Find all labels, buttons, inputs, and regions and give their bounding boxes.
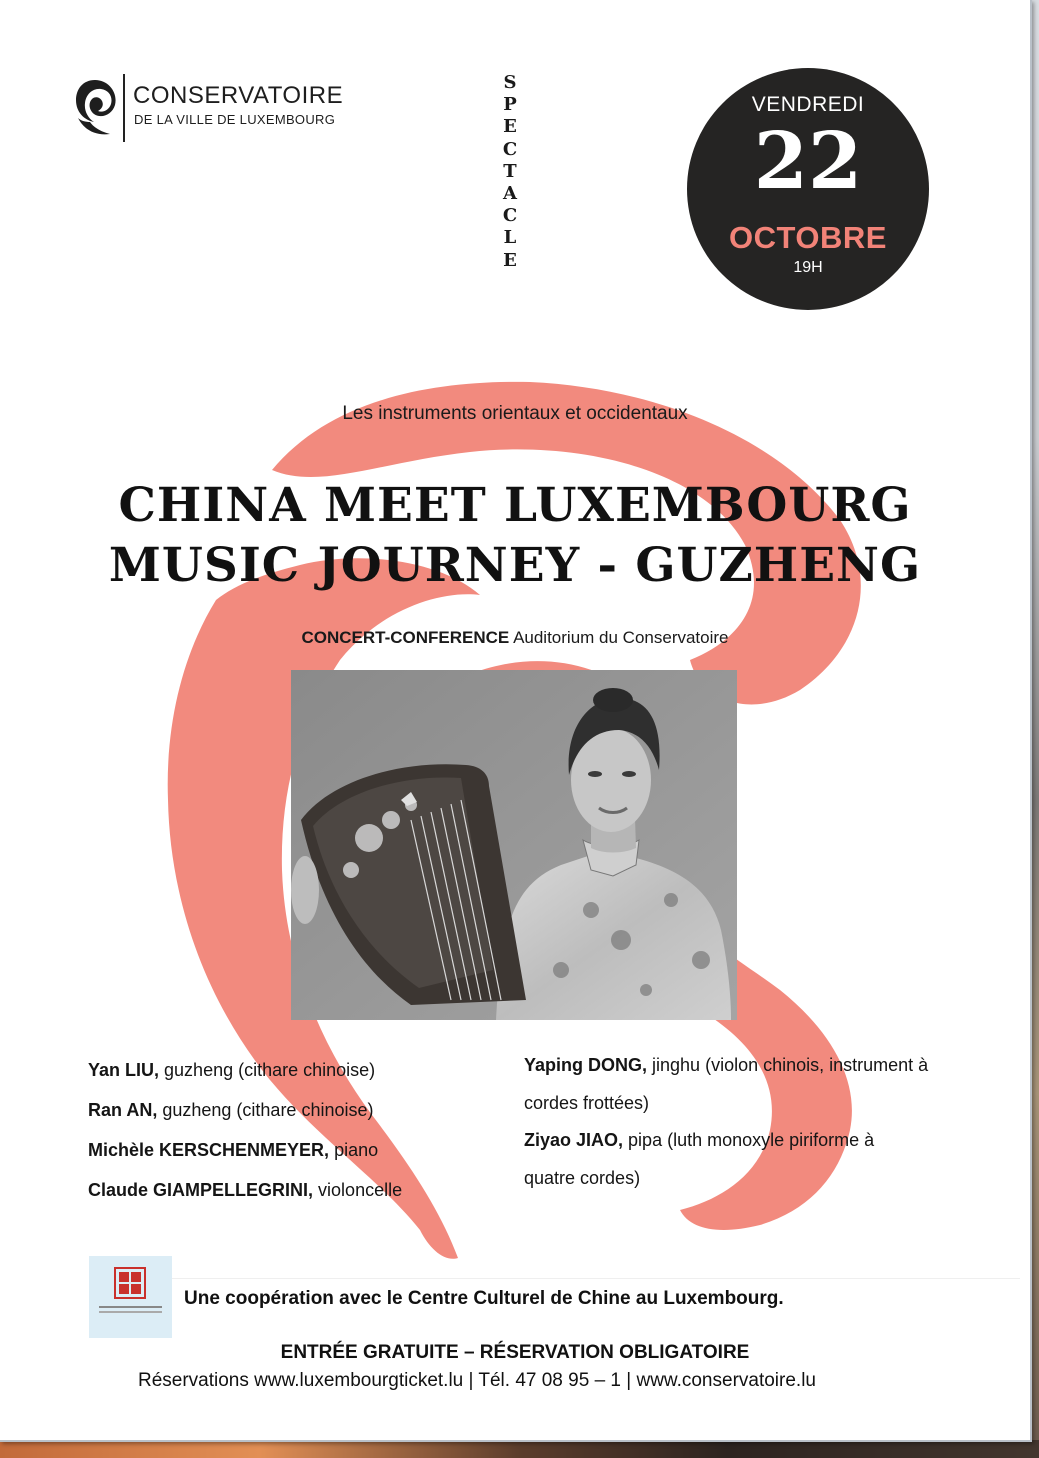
title-line-1: CHINA MEET LUXEMBOURG xyxy=(118,478,912,533)
event-venue: Auditorium du Conservatoire xyxy=(513,628,729,647)
cooperation-text: Une coopération avec le Centre Culturel de Chine au Luxembourg. xyxy=(184,1288,784,1309)
performer-row xyxy=(524,1122,964,1160)
logo-divider xyxy=(123,74,125,142)
date-month: OCTOBRE xyxy=(729,220,887,255)
performer-name: Yaping DONG, xyxy=(524,1055,648,1075)
footer-divider xyxy=(172,1278,1020,1279)
performer-role-continued: cordes frottées) xyxy=(524,1092,650,1113)
performer-role: violoncelle xyxy=(318,1180,403,1200)
performer-role: piano xyxy=(334,1140,379,1160)
performer-name: Ran AN, xyxy=(88,1100,158,1120)
performer-name: Michèle KERSCHENMEYER, xyxy=(88,1140,330,1160)
date-badge xyxy=(687,68,929,310)
logo-name: CONSERVATOIRE xyxy=(133,82,344,109)
performer-name: Yan LIU, xyxy=(88,1060,160,1080)
date-day: 22 xyxy=(753,116,863,207)
performers-left xyxy=(88,1050,508,1210)
performer-row xyxy=(88,1090,508,1130)
performer-role: pipa (luth monoxyle piriforme à xyxy=(628,1130,875,1150)
performer-row xyxy=(88,1050,508,1090)
performer-role: guzheng (cithare chinoise) xyxy=(162,1100,374,1120)
poster-subtitle: Les instruments orientaux et occidentaux xyxy=(342,403,688,424)
performer-photo xyxy=(291,670,737,1020)
date-time: 19H xyxy=(793,259,823,276)
china-cultural-centre-seal-icon xyxy=(89,1256,172,1338)
event-line xyxy=(0,628,1020,648)
desktop-background-bottom xyxy=(0,1440,1039,1458)
performer-name: Claude GIAMPELLEGRINI, xyxy=(88,1180,314,1200)
date-weekday: VENDREDI xyxy=(751,93,865,116)
performer-role: jinghu (violon chinois, instrument à xyxy=(652,1055,929,1075)
performer-role: guzheng (cithare chinoise) xyxy=(164,1060,376,1080)
conservatoire-swirl-icon xyxy=(74,78,116,138)
performer-name: Ziyao JIAO, xyxy=(524,1130,624,1150)
performer-row xyxy=(524,1047,964,1085)
performer-row xyxy=(88,1130,508,1170)
event-type: CONCERT-CONFERENCE xyxy=(301,628,510,647)
performer-role-continued: quatre cordes) xyxy=(524,1167,641,1188)
performers-right xyxy=(524,1047,964,1197)
footer-reservations: Réservations www.luxembourgticket.lu | Tél. 47 08 95 – 1 | www.conservatoire.lu xyxy=(137,1370,816,1391)
performer-row xyxy=(88,1170,508,1210)
logo-subtitle: DE LA VILLE DE LUXEMBOURG xyxy=(134,112,336,127)
poster-title xyxy=(0,476,1020,596)
spectacle-vertical-label: SPECTACLE xyxy=(502,72,518,271)
footer-headline: ENTRÉE GRATUITE – RÉSERVATION OBLIGATOIRE xyxy=(280,1342,750,1363)
title-line-2: MUSIC JOURNEY - GUZHENG xyxy=(108,538,922,593)
